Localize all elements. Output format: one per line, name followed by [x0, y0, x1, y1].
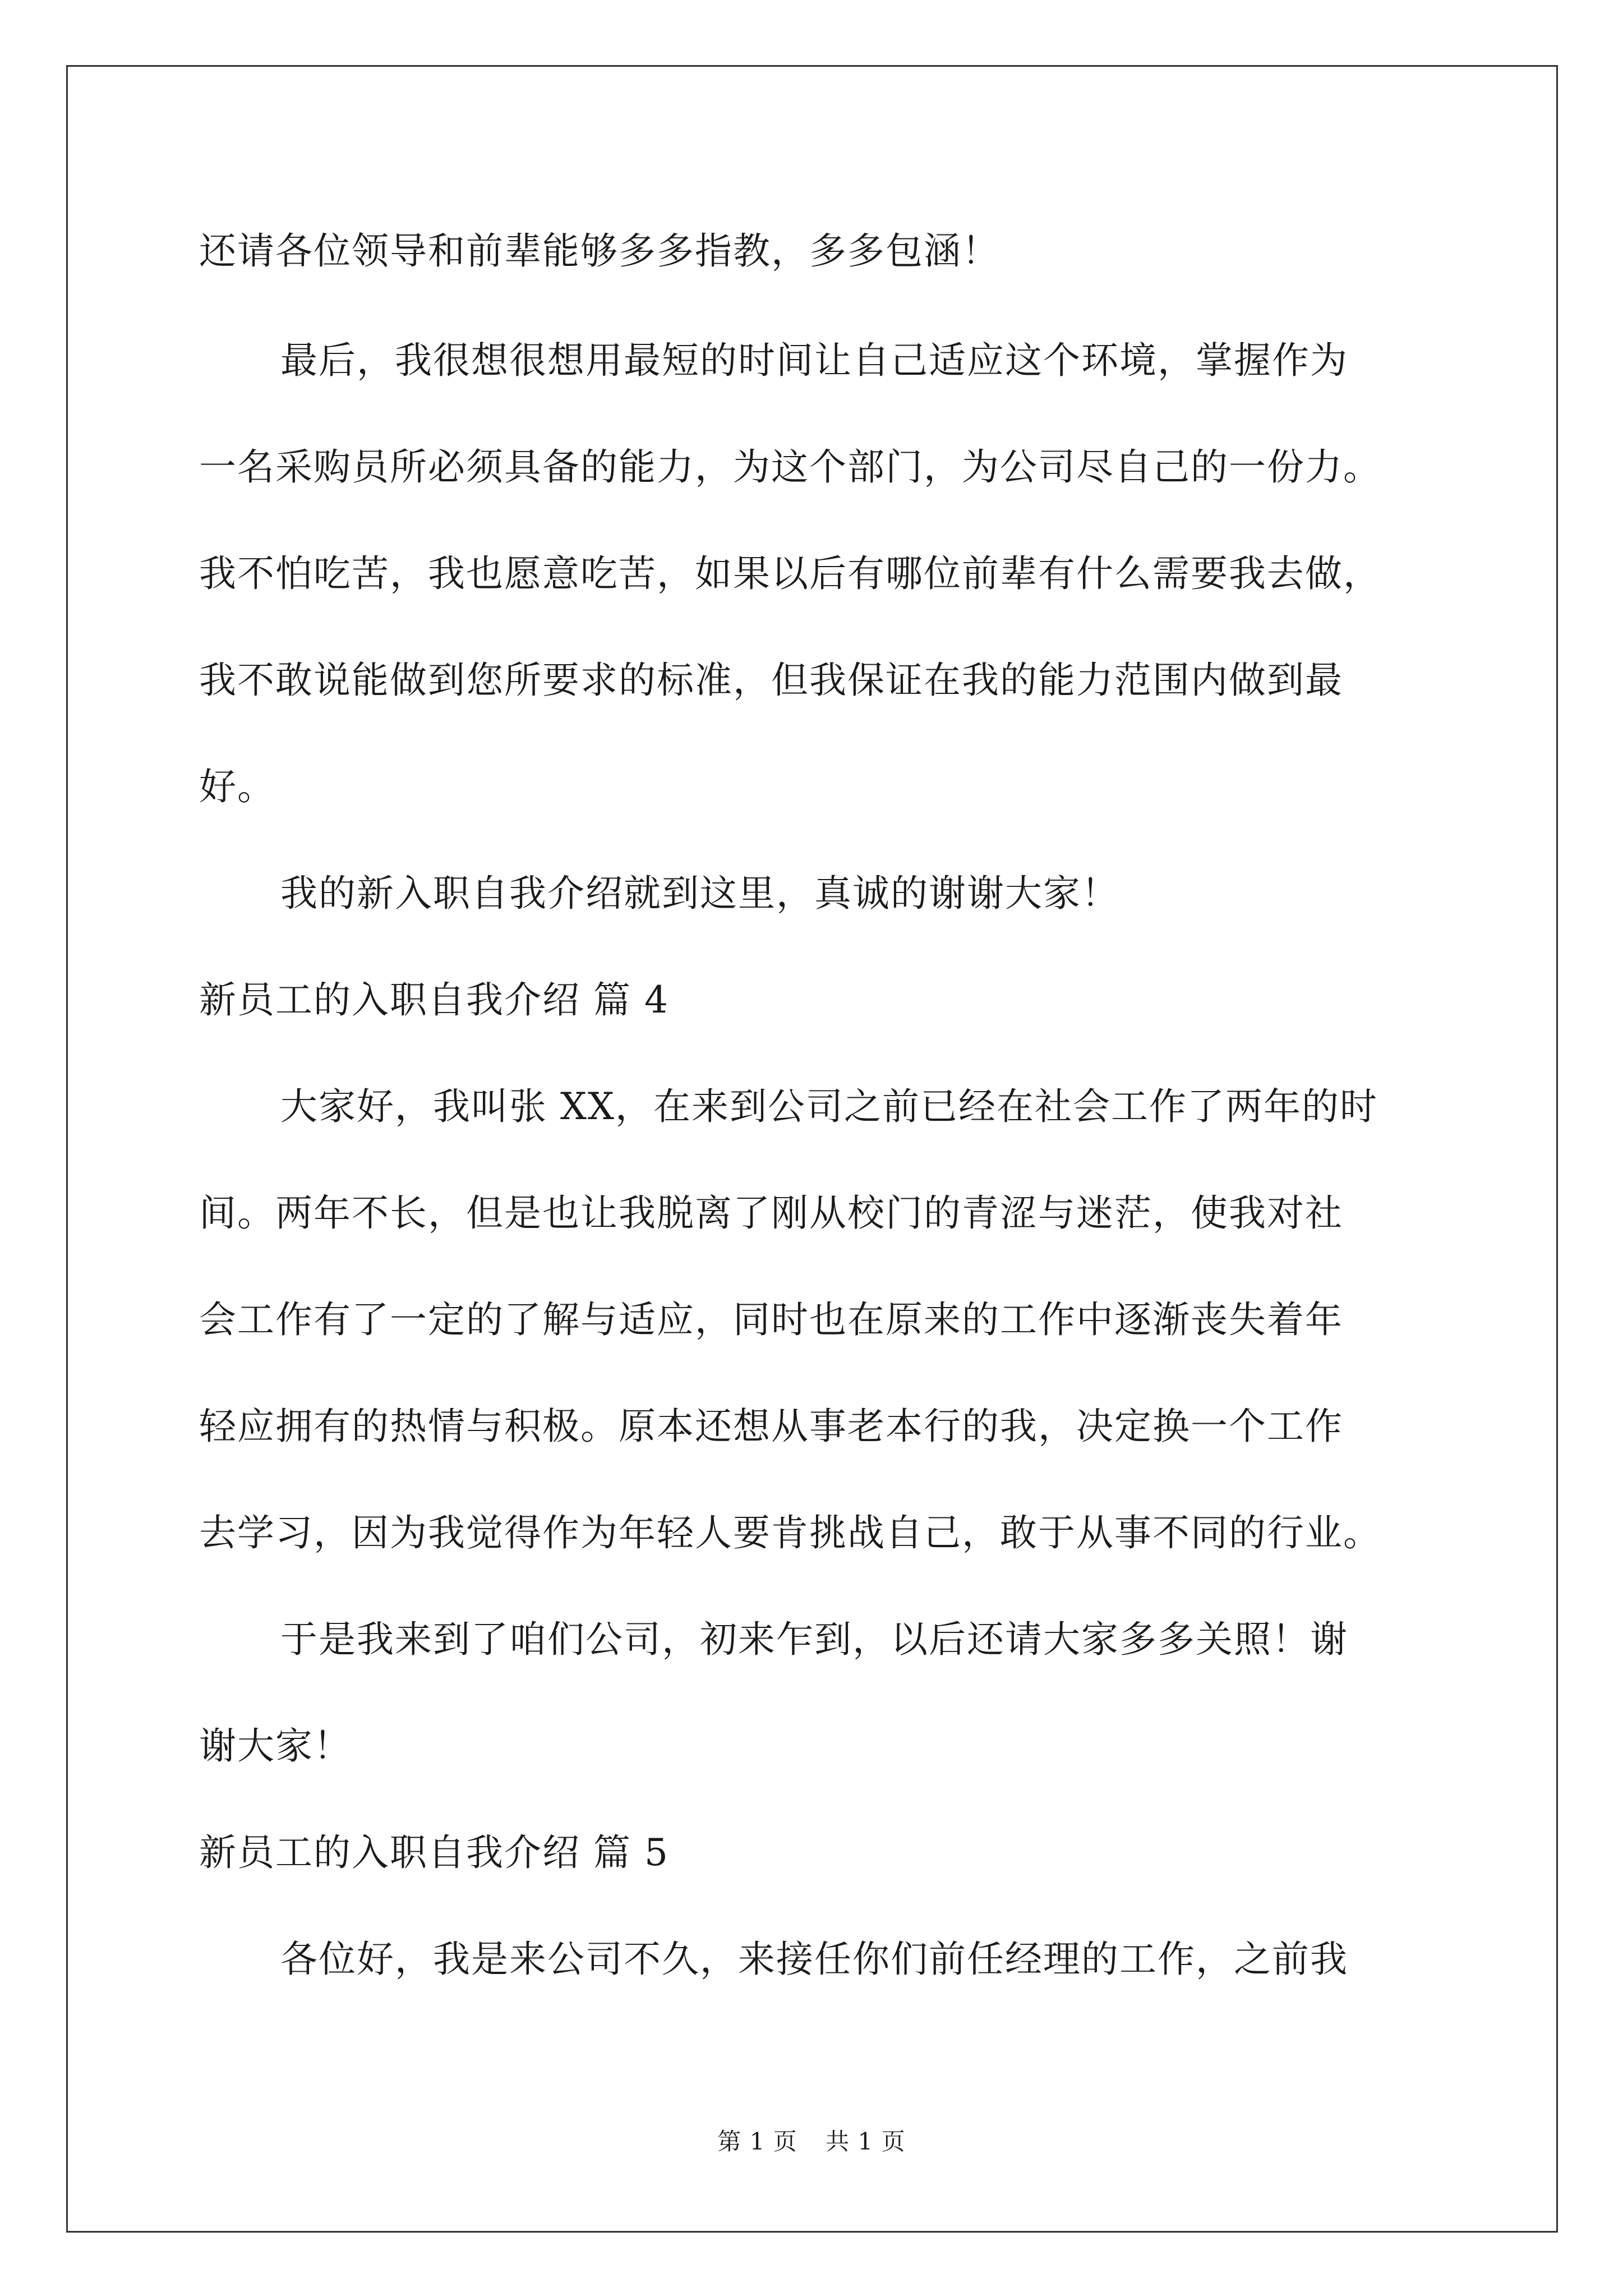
section-heading: 新员工的入职自我介绍 篇 5	[199, 1831, 669, 1874]
body-line: 最后，我很想很想用最短的时间让自己适应这个环境，掌握作为	[280, 339, 1348, 382]
body-line: 间。两年不长，但是也让我脱离了刚从校门的青涩与迷茫，使我对社	[199, 1191, 1343, 1235]
page-number: 第 1 页	[717, 2128, 797, 2155]
body-line: 还请各位领导和前辈能够多多指教，多多包涵！	[199, 229, 1000, 273]
body-line: 大家好，我叫张 XX，在来到公司之前已经在社会工作了两年的时	[280, 1085, 1378, 1128]
page-border	[66, 65, 1558, 2233]
page-footer	[0, 2125, 1623, 2159]
body-line: 一名采购员所必须具备的能力，为这个部门，为公司尽自己的一份力。	[199, 445, 1381, 489]
page-total: 共 1 页	[826, 2128, 906, 2155]
body-line: 我的新入职自我介绍就到这里，真诚的谢谢大家！	[280, 872, 1119, 915]
section-heading: 新员工的入职自我介绍 篇 4	[199, 978, 669, 1022]
body-line: 会工作有了一定的了解与适应，同时也在原来的工作中逐渐丧失着年	[199, 1298, 1343, 1341]
body-line: 好。	[199, 765, 275, 808]
body-line: 轻应拥有的热情与积极。原本还想从事老本行的我，决定换一个工作	[199, 1405, 1343, 1448]
body-line: 我不敢说能做到您所要求的标准，但我保证在我的能力范围内做到最	[199, 659, 1343, 702]
body-line: 去学习，因为我觉得作为年轻人要肯挑战自己，敢于从事不同的行业。	[199, 1511, 1381, 1554]
body-line: 各位好，我是来公司不久，来接任你们前任经理的工作，之前我	[280, 1938, 1348, 1981]
body-line: 于是我来到了咱们公司，初来乍到，以后还请大家多多关照！谢	[280, 1618, 1348, 1661]
body-line: 我不怕吃苦，我也愿意吃苦，如果以后有哪位前辈有什么需要我去做，	[199, 552, 1381, 595]
body-line: 谢大家！	[199, 1724, 352, 1768]
